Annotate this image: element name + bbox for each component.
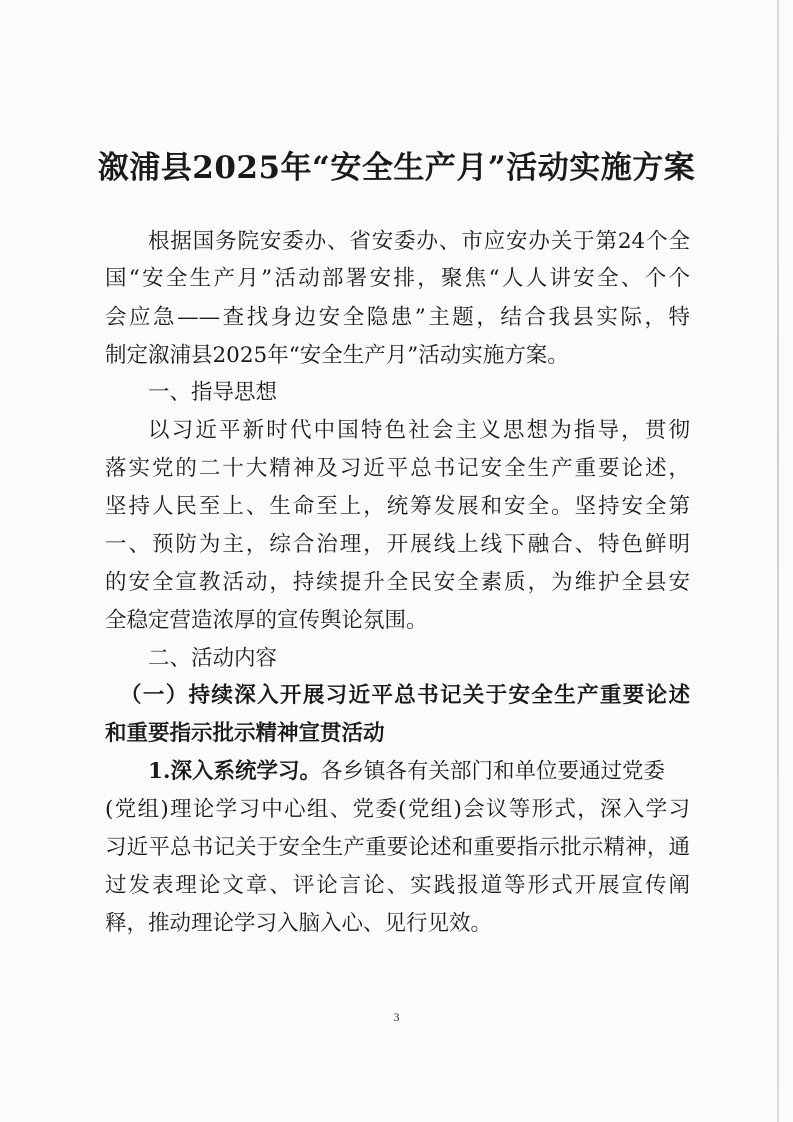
subheading-line: （一）持续深入开展习近平总书记关于安全生产重要论述 [120,683,690,708]
subheading-line: 和重要指示批示精神宣贯活动 [105,721,385,746]
section-heading-guiding-thought: 一、指导思想 [148,380,278,405]
paragraph-line: 一、预防为主，综合治理，开展线上线下融合、特色鲜明 [105,532,690,557]
paragraph-line: 习近平总书记关于安全生产重要论述和重要指示批示精神，通 [105,835,690,860]
paragraph-line: 过发表理论文章、评论言论、实践报道等形式开展宣传阐 [105,873,690,898]
paragraph-line: 全稳定营造浓厚的宣传舆论氛围。 [105,608,428,633]
intro-line: 根据国务院安委办、省安委办、市应安办关于第24个全 [148,229,690,254]
intro-line: 制定溆浦县2025年“安全生产月”活动实施方案。 [105,343,569,368]
intro-line: 会应急——查找身边安全隐患”主题，结合我县实际，特 [105,305,690,330]
item-1-text: 各乡镇各有关部门和单位要通过党委 [320,759,665,784]
scan-edge-line [777,0,779,1122]
section-heading-activity-content: 二、活动内容 [148,646,278,671]
item-1-first-line [148,756,690,788]
page-number: 3 [393,1010,400,1024]
intro-line: 国“安全生产月”活动部署安排，聚焦“人人讲安全、个个 [105,266,690,291]
paragraph-line: 以习近平新时代中国特色社会主义思想为指导，贯彻 [148,418,690,443]
paragraph-line: (党组)理论学习中心组、党委(党组)会议等形式，深入学习 [105,797,690,822]
paragraph-line: 坚持人民至上、生命至上，统筹发展和安全。坚持安全第 [105,494,690,519]
document-title: 溆浦县2025年“安全生产月”活动实施方案 [97,150,696,186]
paragraph-line: 落实党的二十大精神及习近平总书记安全生产重要论述， [105,456,690,481]
item-1-title: 1.深入系统学习。 [148,759,321,784]
paragraph-line: 释，推动理论学习入脑入心、见行见效。 [105,911,493,936]
paragraph-line: 的安全宣教活动，持续提升全民安全素质，为维护全县安 [105,570,690,595]
